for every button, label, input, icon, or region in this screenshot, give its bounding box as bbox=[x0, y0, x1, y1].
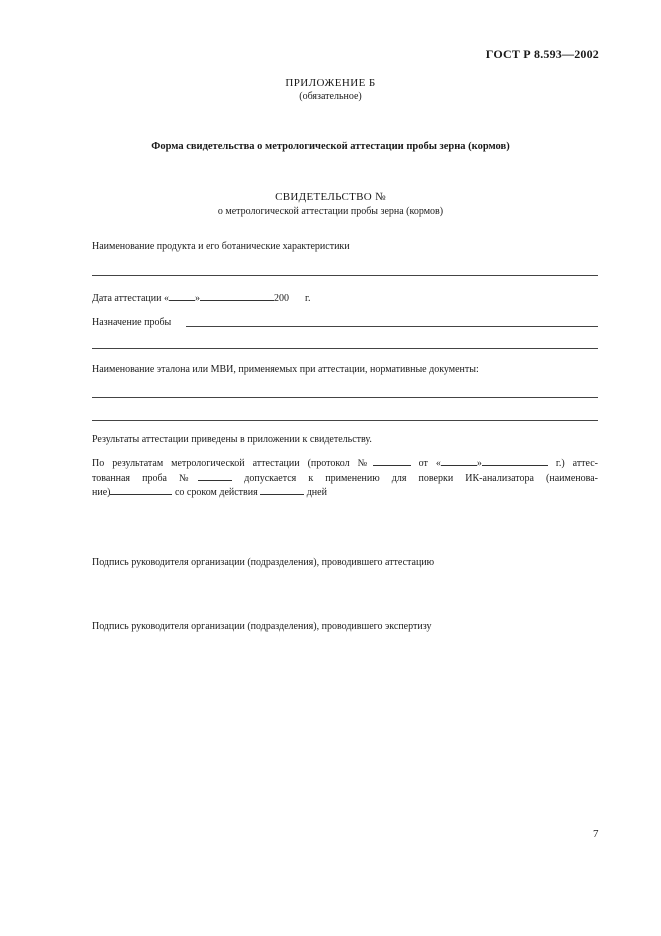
conclusion-text: » bbox=[476, 458, 482, 469]
date-year: 200 bbox=[273, 293, 289, 304]
validity-days-blank[interactable] bbox=[260, 485, 304, 495]
standard-number: ГОСТ Р 8.593—2002 bbox=[485, 47, 599, 61]
sample-number-blank[interactable] bbox=[198, 471, 232, 481]
protocol-number-blank[interactable] bbox=[373, 456, 411, 466]
protocol-month-blank[interactable] bbox=[482, 456, 548, 466]
certificate-title: СВИДЕТЕЛЬСТВО № bbox=[275, 191, 386, 203]
appendix-note: (обязательное) bbox=[299, 91, 362, 102]
form-title: Форма свидетельства о метрологической аттестации пробы зерна (кормов) bbox=[151, 141, 510, 152]
conclusion-text: допускается к применению для поверки ИК-анализатора (наименова- bbox=[244, 472, 599, 484]
date-quote-close: » bbox=[194, 293, 200, 304]
conclusion-text: тованная проба № bbox=[92, 472, 199, 484]
signature-expertise: Подпись руководителя организации (подразделения), проводившего экспертизу bbox=[92, 621, 432, 632]
date-day-blank[interactable] bbox=[169, 291, 195, 301]
signature-attestation: Подпись руководителя организации (подразделения), проводившего аттестацию bbox=[92, 557, 435, 568]
date-field bbox=[92, 291, 310, 304]
certificate-subtitle: о метрологической аттестации пробы зерна (кормов) bbox=[217, 206, 444, 217]
conclusion-line-1 bbox=[92, 456, 598, 471]
conclusion-text: ние) bbox=[92, 487, 111, 498]
purpose-label: Назначение пробы bbox=[92, 317, 172, 328]
page-number: 7 bbox=[593, 828, 599, 840]
conclusion-text: По результатам метрологической аттестации (протокол № bbox=[92, 458, 373, 469]
date-month-blank[interactable] bbox=[200, 291, 274, 301]
purpose-blank-line-2[interactable] bbox=[92, 348, 598, 349]
conclusion-text: г.) аттес- bbox=[555, 458, 599, 469]
product-blank-line[interactable] bbox=[92, 275, 598, 276]
date-suffix: г. bbox=[304, 293, 311, 304]
conclusion-paragraph bbox=[92, 456, 598, 500]
conclusion-line-2 bbox=[92, 471, 598, 486]
reference-blank-line-1[interactable] bbox=[92, 397, 598, 398]
conclusion-text: дней bbox=[306, 487, 327, 498]
date-label: Дата аттестации « bbox=[92, 293, 169, 304]
conclusion-text: от « bbox=[418, 458, 441, 469]
product-label: Наименование продукта и его ботанические характеристики bbox=[92, 241, 350, 252]
protocol-day-blank[interactable] bbox=[441, 456, 477, 466]
reference-label: Наименование эталона или МВИ, применяемых при аттестации, нормативные документы: bbox=[92, 364, 479, 375]
date-year-blank[interactable] bbox=[289, 291, 299, 301]
purpose-blank-line[interactable] bbox=[186, 326, 598, 327]
reference-blank-line-2[interactable] bbox=[92, 420, 598, 421]
results-text: Результаты аттестации приведены в приложении к свидетельству. bbox=[92, 434, 372, 445]
appendix-title: ПРИЛОЖЕНИЕ Б bbox=[285, 77, 376, 89]
conclusion-line-3 bbox=[92, 485, 598, 500]
analyzer-name-blank[interactable] bbox=[110, 485, 172, 495]
conclusion-text: со сроком действия bbox=[174, 487, 258, 498]
